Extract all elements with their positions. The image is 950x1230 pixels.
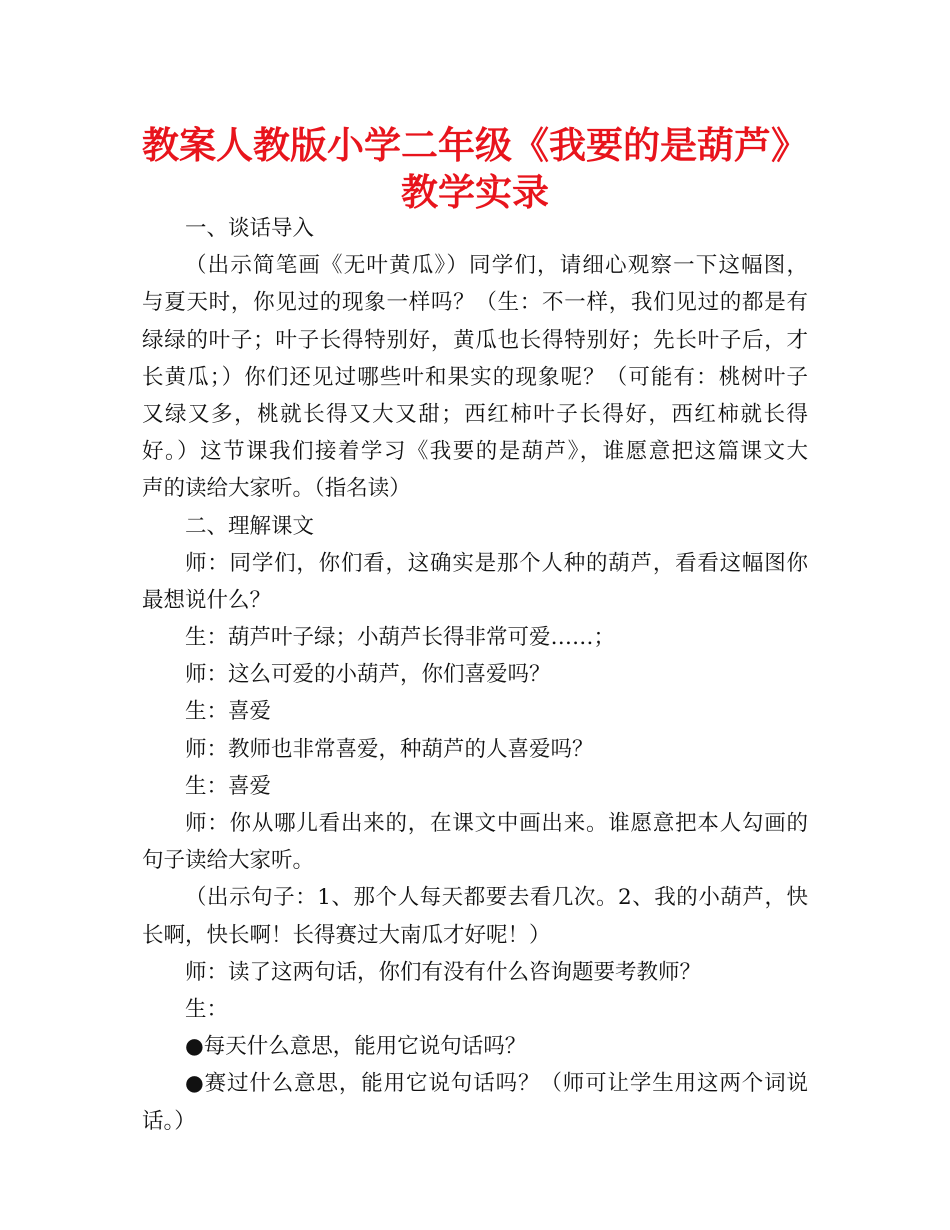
section-heading: 一、谈话导入 (185, 216, 315, 241)
paragraph-line: 师：读了这两句话，你们有没有什么咨询题要考教师？ (185, 959, 702, 985)
paragraph-line: 绿绿的叶子；叶子长得特别好，黄瓜也长得特别好；先长叶子后，才 (142, 327, 808, 353)
paragraph-line: 师：这么可爱的小葫芦，你们喜爱吗？ (185, 662, 551, 688)
paragraph-line: 话。） (142, 1108, 196, 1134)
paragraph-line: 生：喜爱 (185, 699, 272, 725)
paragraph-line: 生： (185, 996, 229, 1022)
bullet-item: ●每天什么意思，能用它说句话吗？ (185, 1034, 527, 1060)
section-heading: 二、理解课文 (185, 513, 315, 539)
paragraph-line: 又绿又多，桃就长得又大又甜；西红柿叶子长得好，西红柿就长得 (142, 401, 808, 427)
document-body (142, 210, 808, 1140)
document-title-line-1: 教案人教版小学二年级《我要的是葫芦》 (142, 124, 808, 167)
paragraph-line: 最想说什么？ (142, 587, 272, 613)
paragraph-line: 好。）这节课我们接着学习《我要的是葫芦》，谁愿意把这篇课文大 (142, 439, 808, 465)
document-title-line-2: 教学实录 (401, 171, 549, 214)
paragraph-line: （出示句子：1、那个人每天都要去看几次。2、我的小葫芦，快 (185, 885, 808, 911)
paragraph-line: 长黄瓜；）你们还见过哪些叶和果实的现象呢？（可能有：桃树叶子 (142, 364, 808, 390)
paragraph-line: 句子读给大家听。 (142, 848, 315, 874)
paragraph-line: 师：同学们，你们看，这确实是那个人种的葫芦，看看这幅图你 (185, 550, 808, 576)
paragraph-line: 与夏天时，你见过的现象一样吗？（生：不一样，我们见过的都是有 (142, 290, 808, 316)
paragraph-line: 师：教师也非常喜爱，种葫芦的人喜爱吗？ (185, 736, 594, 762)
paragraph-line: 长啊，快长啊！长得赛过大南瓜才好呢！） (142, 922, 551, 948)
paragraph-line: （出示简笔画《无叶黄瓜》）同学们，请细心观察一下这幅图， (185, 253, 808, 279)
paragraph-line: 声的读给大家听。（指名读） (142, 476, 411, 502)
bullet-item: ●赛过什么意思，能用它说句话吗？（师可让学生用这两个词说 (185, 1071, 808, 1097)
paragraph-line: 生：喜爱 (185, 773, 272, 799)
paragraph-line: 生：葫芦叶子绿；小葫芦长得非常可爱……； (185, 625, 616, 651)
paragraph-line: 师：你从哪儿看出来的，在课文中画出来。谁愿意把本人勾画的 (185, 811, 808, 836)
